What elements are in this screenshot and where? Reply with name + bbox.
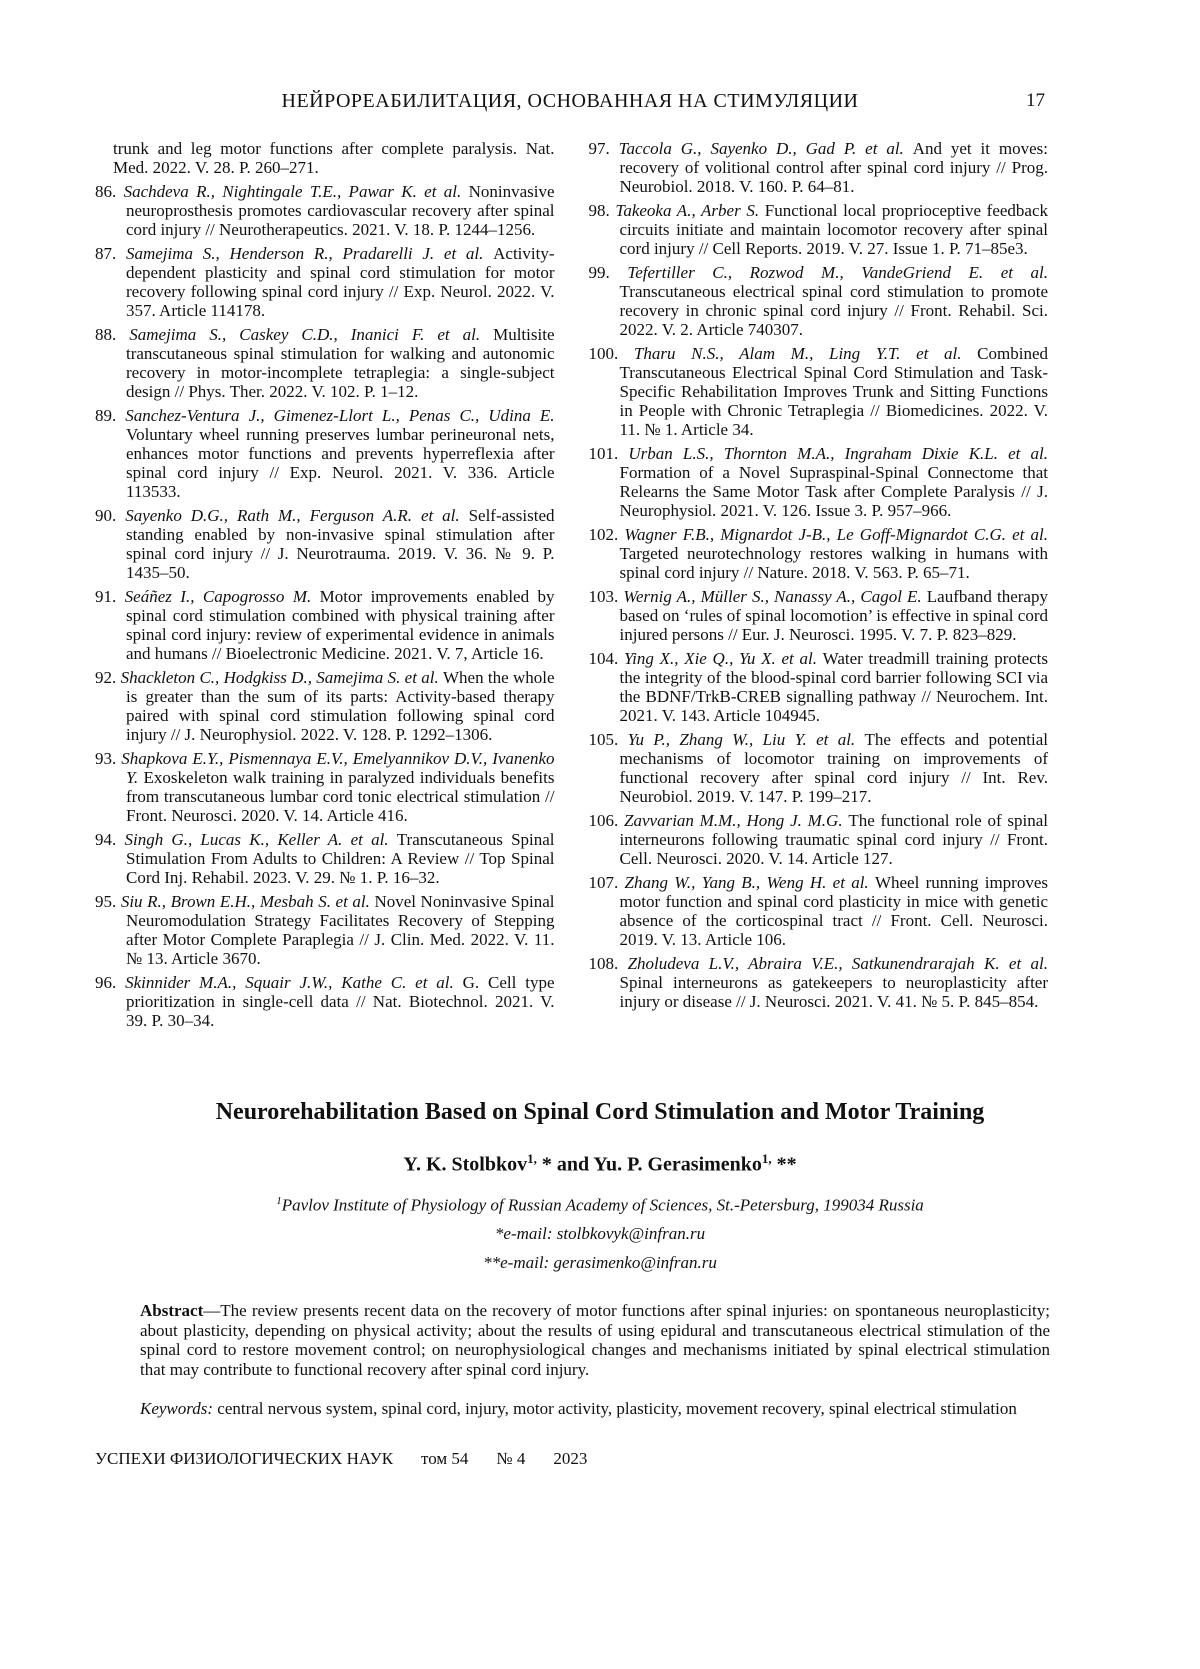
reference-text: Multisite transcutaneous spinal stimulation for walking and autonomic recovery in motor-incomplete tetraplegia: a single-subject design // Phys. Ther. 2022. V. 102. P. 1–12. [126,325,555,401]
reference-number: 91. [95,587,125,606]
keywords-label: Keywords: [140,1399,214,1419]
reference-number: 87. [95,244,126,263]
keywords [0,1399,1200,1419]
author-1: Y. K. Stolbkov [403,1153,528,1176]
article-title: Neurorehabilitation Based on Spinal Cord Stimulation and Motor Training [215,1099,985,1125]
reference-text: G. Cell type prioritization in single-cell data // Nat. Biotechnol. 2021. V. 39. P. 30–34. [126,973,555,1030]
reference-number: 104. [588,649,624,668]
footer-volume: том 54 [421,1448,469,1468]
reference-item [589,139,1049,196]
references-left-column [95,139,555,1035]
affiliation-text: Pavlov Institute of Physiology of Russian Academy of Sciences, St.-Petersburg, 199034 Russia [281,1195,924,1215]
reference-authors: Tharu N.S., Alam M., Ling Y.T. et al. [633,344,978,363]
reference-authors: Zhang W., Yang B., Weng H. et al. [624,873,875,892]
reference-item [95,139,555,177]
reference-authors: Wernig A., Müller S., Nanassy A., Cagol E. [623,587,927,606]
reference-text: Motor improvements enabled by spinal cord stimulation combined with physical training after spinal cord injury: review of experimental evidence in animals and humans // Bioelectronic Medicine. 2021. V. 7, Article 16. [126,587,555,663]
reference-number: 101. [588,444,629,463]
reference-text: Spinal interneurons as gatekeepers to neuroplasticity after injury or disease // J. Neurosci. 2021. V. 41. № 5. P. 845–854. [619,973,1048,1011]
reference-item [589,444,1049,520]
reference-text: Targeted neurotechnology restores walking in humans with spinal cord injury // Nature. 2018. V. 563. P. 65–71. [619,544,1048,582]
reference-item [589,525,1049,582]
reference-authors: Seáñez I., Capogrosso M. [124,587,320,606]
article-head [0,1097,1200,1273]
reference-text: Water treadmill training protects the integrity of the blood-spinal cord barrier following SCI via the BDNF/TrkB-CREB signalling pathway // Neurochem. Int. 2021. V. 143. Article 104945. [619,649,1049,725]
reference-authors: Taccola G., Sayenko D., Gad P. et al. [618,139,913,158]
reference-number: 102. [588,525,625,544]
reference-number: 100. [588,344,634,363]
reference-number: 105. [588,730,628,749]
abstract [0,1301,1200,1379]
footer-issue: № 4 [496,1448,526,1468]
reference-list [0,113,1200,1035]
reference-item [589,201,1049,258]
footer-year: 2023 [553,1448,588,1468]
reference-authors: Tefertiller C., Rozwod M., VandeGriend E. et al. [627,263,1048,282]
reference-item [589,954,1049,1011]
reference-number: 89. [95,406,126,425]
reference-item [95,182,555,239]
reference-number: 86. [95,182,124,201]
reference-item [95,892,555,968]
footer-journal-name: УСПЕХИ ФИЗИОЛОГИЧЕСКИХ НАУК [95,1448,394,1468]
reference-authors: Sanchez-Ventura J., Gimenez-Llort L., Penas C., Udina E. [125,406,555,425]
reference-text: Activity-dependent plasticity and spinal cord stimulation for motor recovery following spinal cord injury // Exp. Neurol. 2022. V. 357. Article 114178. [126,244,555,320]
running-head [0,0,1200,113]
reference-text: When the whole is greater than the sum of its parts: Activity-based therapy paired with spinal cord stimulation following spinal cord injury // J. Neurophysiol. 2022. V. 128. P. 1292–1306. [126,668,555,744]
reference-number: 90. [95,506,126,525]
references-right-column [589,139,1049,1035]
reference-item [95,830,555,887]
reference-item [95,325,555,401]
reference-authors: Samejima S., Caskey C.D., Inanici F. et al. [129,325,494,344]
reference-item [95,587,555,663]
reference-text: Voluntary wheel running preserves lumbar perineuronal nets, enhances motor functions and prevents hyperreflexia after spinal cord injury // Exp. Neurol. 2021. V. 336. Article 113533. [126,425,555,501]
reference-authors: Shapkova E.Y., Pismennaya E.V., Emelyannikov D.V., Ivanenko Y. [121,749,555,787]
reference-number: 92. [95,668,121,687]
reference-authors: Sayenko D.G., Rath M., Ferguson A.R. et al. [125,506,469,525]
author-2-email-mark: ** [776,1153,797,1176]
reference-text: The effects and potential mechanisms of locomotor training on improvements of functional recovery after spinal cord injury // Int. Rev. Neurobiol. 2019. V. 147. P. 199–217. [619,730,1048,806]
authors-joiner: and [551,1153,594,1176]
affiliation-sup: 1 [276,1194,282,1207]
reference-text: trunk and leg motor functions after complete paralysis. Nat. Med. 2022. V. 28. P. 260–271. [113,139,555,177]
reference-number: 99. [588,263,628,282]
reference-item [95,668,555,744]
authors-line [95,1151,1105,1177]
reference-authors: Samejima S., Henderson R., Pradarelli J. et al. [125,244,494,263]
reference-number: 96. [95,973,126,992]
reference-text: Transcutaneous Spinal Stimulation From Adults to Children: A Review // Top Spinal Cord Inj. Rehabil. 2023. V. 29. № 1. P. 16–32. [126,830,555,887]
author-1-affiliation-mark: 1, [527,1151,537,1166]
abstract-text: —The review presents recent data on the recovery of motor functions after spinal injuries: on spontaneous neuroplasticity; about plasticity, depending on physical activity; about the results of using epidural and transcutaneous electrical stimulation of the spinal cord to restore movement control; on neurophysiological changes and mechanisms initiated by spinal electrical stimulation that may contribute to functional recovery after spinal cord injury. [140,1301,1050,1379]
reference-authors: Wagner F.B., Mignardot J-B., Le Goff-Mignardot C.G. et al. [624,525,1049,544]
affiliation-line [95,1195,1105,1216]
reference-number: 108. [588,954,628,973]
reference-item [589,730,1049,806]
reference-text: The functional role of spinal interneurons following traumatic spinal cord injury // Front. Cell. Neurosci. 2020. V. 14. Article 127. [619,811,1048,868]
reference-item [95,406,555,501]
journal-footer [0,1449,1200,1469]
keywords-text: central nervous system, spinal cord, injury, motor activity, plasticity, movement recovery, spinal electrical stimulation [213,1399,1017,1419]
reference-number: 88. [95,325,130,344]
reference-authors: Yu P., Zhang W., Liu Y. et al. [627,730,865,749]
reference-authors: Takeoka A., Arber S. [615,201,765,220]
reference-text: Laufband therapy based on ‘rules of spinal locomotion’ is effective in spinal cord injured persons // Eur. J. Neurosci. 1995. V. 7. P. 823–829. [619,587,1048,644]
author-2: Yu. P. Gerasimenko [593,1153,762,1176]
reference-number: 97. [588,139,619,158]
reference-authors: Skinnider M.A., Squair J.W., Kathe C. et al. [125,973,463,992]
reference-number: 103. [588,587,624,606]
abstract-label: Abstract [140,1301,204,1321]
reference-number: 93. [95,749,122,768]
reference-authors: Singh G., Lucas K., Keller A. et al. [124,830,397,849]
email-line-1: *e-mail: stolbkovyk@infran.ru [494,1224,706,1244]
reference-text: Formation of a Novel Supraspinal-Spinal Connectome that Relearns the Same Motor Task after Complete Paralysis // J. Neurophysiol. 2021. V. 126. Issue 3. P. 957–966. [619,463,1048,520]
reference-text: Functional local proprioceptive feedback circuits initiate and maintain locomotor recovery after spinal cord injury // Cell Reports. 2019. V. 27. Issue 1. P. 71–85e3. [619,201,1049,258]
reference-number: 107. [588,873,625,892]
reference-number: 106. [588,811,625,830]
reference-text: Exoskeleton walk training in paralyzed individuals benefits from transcutaneous lumbar cord tonic electrical stimulation // Front. Neurosci. 2020. V. 14. Article 416. [126,768,555,825]
reference-text: Wheel running improves motor function and spinal cord plasticity in mice with genetic absence of the corticospinal tract // Front. Cell. Neurosci. 2019. V. 13. Article 106. [619,873,1049,949]
reference-text: And yet it moves: recovery of volitional control after spinal cord injury // Prog. Neurobiol. 2018. V. 160. P. 64–81. [619,139,1048,196]
reference-item [95,973,555,1030]
reference-item [589,344,1049,439]
reference-item [589,263,1049,339]
reference-text: Combined Transcutaneous Electrical Spinal Cord Stimulation and Task-Specific Rehabilitation Improves Trunk and Sitting Functions in People with Chronic Tetraplegia // Biomedicines. 2022. V. 11. № 1. Article 34. [619,344,1049,439]
reference-authors: Ying X., Xie Q., Yu X. et al. [623,649,823,668]
reference-text: Self-assisted standing enabled by non-invasive spinal stimulation after spinal cord injury // J. Neurotrauma. 2019. V. 36. № 9. P. 1435–50. [126,506,555,582]
reference-authors: Zavvarian M.M., Hong J. M.G. [624,811,849,830]
email-line-2: **e-mail: gerasimenko@infran.ru [483,1253,717,1273]
reference-text: Noninvasive neuroprosthesis promotes cardiovascular recovery after spinal cord injury // Neurotherapeutics. 2021. V. 18. P. 1244–1256. [126,182,555,239]
reference-authors: Zholudeva L.V., Abraira V.E., Satkunendrarajah K. et al. [627,954,1048,973]
running-title: НЕЙРОРЕАБИЛИТАЦИЯ, ОСНОВАННАЯ НА СТИМУЛЯЦИИ [281,90,859,112]
reference-item [589,587,1049,644]
reference-authors: Siu R., Brown E.H., Mesbah S. et al. [120,892,375,911]
reference-item [95,506,555,582]
reference-number: 95. [95,892,121,911]
reference-text: Novel Noninvasive Spinal Neuromodulation Strategy Facilitates Recovery of Stepping after Motor Complete Paraplegia // J. Clin. Med. 2022. V. 11. № 13. Article 3670. [126,892,555,968]
reference-text: Transcutaneous electrical spinal cord stimulation to promote recovery in chronic spinal cord injury // Front. Rehabil. Sci. 2022. V. 2. Article 740307. [619,282,1048,339]
reference-item [589,873,1049,949]
reference-authors: Shackleton C., Hodgkiss D., Samejima S. et al. [120,668,443,687]
reference-authors: Sachdeva R., Nightingale T.E., Pawar K. et al. [123,182,469,201]
page-number: 17 [1026,90,1045,111]
reference-authors: Urban L.S., Thornton M.A., Ingraham Dixie K.L. et al. [628,444,1049,463]
author-1-email-mark: * [541,1153,552,1176]
reference-number: 98. [588,201,616,220]
reference-item [589,649,1049,725]
author-2-affiliation-mark: 1, [761,1151,772,1166]
reference-item [589,811,1049,868]
reference-item [95,244,555,320]
reference-item [95,749,555,825]
reference-number: 94. [95,830,125,849]
